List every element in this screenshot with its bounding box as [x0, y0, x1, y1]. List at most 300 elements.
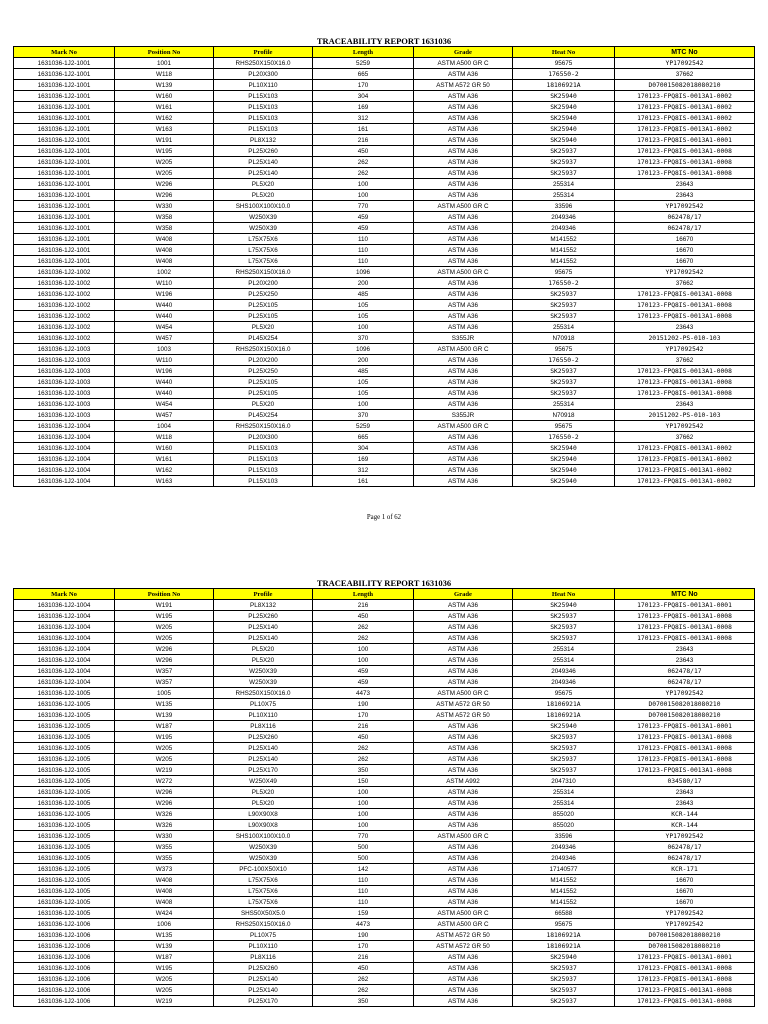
heat-no-cell: 18106921A: [513, 930, 615, 941]
profile-cell: SHS50X50X5.0: [214, 908, 313, 919]
table-row: [14, 212, 755, 223]
position-no-cell: W219: [115, 765, 214, 776]
mark-no-cell: 1631036-1J2-1004: [14, 432, 115, 443]
grade-cell: ASTM A500 GR C: [414, 919, 513, 930]
profile-cell: PL25X105: [214, 377, 313, 388]
position-no-cell: W457: [115, 333, 214, 344]
mark-no-cell: 1631036-1J2-1004: [14, 622, 115, 633]
heat-no-cell: 2049346: [513, 223, 615, 234]
mark-no-cell: 1631036-1J2-1005: [14, 875, 115, 886]
grade-cell: ASTM A36: [414, 809, 513, 820]
mtc-no-cell: 16670: [615, 234, 755, 245]
position-no-cell: W357: [115, 666, 214, 677]
grade-cell: ASTM A36: [414, 399, 513, 410]
heat-no-cell: SK25937: [513, 388, 615, 399]
mark-no-cell: 1631036-1J2-1005: [14, 787, 115, 798]
profile-cell: PL10X110: [214, 941, 313, 952]
heat-no-cell: 33596: [513, 831, 615, 842]
mark-no-cell: 1631036-1J2-1005: [14, 831, 115, 842]
table-row: [14, 410, 755, 421]
table-row: [14, 157, 755, 168]
mtc-no-cell: YP17092542: [615, 688, 755, 699]
profile-cell: PL25X260: [214, 732, 313, 743]
position-no-cell: W162: [115, 465, 214, 476]
position-no-cell: W408: [115, 256, 214, 267]
profile-cell: PL25X140: [214, 168, 313, 179]
table-row: [14, 996, 755, 1007]
heat-no-cell: N70918: [513, 333, 615, 344]
heat-no-cell: SK25937: [513, 622, 615, 633]
length-cell: 1096: [313, 267, 414, 278]
mark-no-cell: 1631036-1J2-1005: [14, 853, 115, 864]
profile-cell: L75X75X6: [214, 245, 313, 256]
table-row: [14, 820, 755, 831]
heat-no-cell: N70918: [513, 410, 615, 421]
heat-no-cell: SK25937: [513, 311, 615, 322]
position-no-cell: W205: [115, 633, 214, 644]
mark-no-cell: 1631036-1J2-1001: [14, 190, 115, 201]
position-no-cell: W110: [115, 355, 214, 366]
mtc-no-cell: 23643: [615, 399, 755, 410]
length-cell: 216: [313, 135, 414, 146]
profile-cell: PL15X103: [214, 443, 313, 454]
mark-no-cell: 1631036-1J2-1004: [14, 421, 115, 432]
grade-cell: S355JR: [414, 410, 513, 421]
profile-cell: W250X39: [214, 223, 313, 234]
mtc-no-cell: KCR-144: [615, 820, 755, 831]
mtc-no-cell: 170123-FPQ8IS-0013A1-0002: [615, 113, 755, 124]
heat-no-cell: SK25940: [513, 102, 615, 113]
grade-cell: ASTM A36: [414, 754, 513, 765]
position-no-cell: W454: [115, 399, 214, 410]
heat-no-cell: SK25940: [513, 113, 615, 124]
table-row: [14, 864, 755, 875]
heat-no-cell: 255314: [513, 798, 615, 809]
position-no-cell: W296: [115, 655, 214, 666]
heat-no-cell: 855020: [513, 809, 615, 820]
mtc-no-cell: 170123-FPQ8IS-0013A1-0008: [615, 732, 755, 743]
length-cell: 312: [313, 465, 414, 476]
profile-cell: SHS100X100X10.0: [214, 201, 313, 212]
heat-no-cell: SK25940: [513, 465, 615, 476]
mtc-no-cell: 170123-FPQ8IS-0013A1-0001: [615, 135, 755, 146]
length-cell: 142: [313, 864, 414, 875]
position-no-cell: W162: [115, 113, 214, 124]
grade-cell: ASTM A36: [414, 721, 513, 732]
profile-cell: PL25X140: [214, 157, 313, 168]
position-no-cell: W160: [115, 91, 214, 102]
mark-no-cell: 1631036-1J2-1001: [14, 69, 115, 80]
mtc-no-cell: 170123-FPQ8IS-0013A1-0002: [615, 91, 755, 102]
position-no-cell: W272: [115, 776, 214, 787]
heat-no-cell: 95675: [513, 58, 615, 69]
mtc-no-cell: 37662: [615, 355, 755, 366]
profile-cell: PL10X110: [214, 80, 313, 91]
column-header-mtc-no: MTC No: [615, 589, 755, 600]
heat-no-cell: SK25937: [513, 974, 615, 985]
mtc-no-cell: 170123-FPQ8IS-0013A1-0008: [615, 168, 755, 179]
grade-cell: ASTM A572 GR 50: [414, 699, 513, 710]
mtc-no-cell: KCR-171: [615, 864, 755, 875]
mark-no-cell: 1631036-1J2-1004: [14, 666, 115, 677]
mark-no-cell: 1631036-1J2-1004: [14, 677, 115, 688]
profile-cell: PL10X75: [214, 930, 313, 941]
table-row: [14, 644, 755, 655]
mark-no-cell: 1631036-1J2-1005: [14, 688, 115, 699]
heat-no-cell: 95675: [513, 344, 615, 355]
position-no-cell: W408: [115, 886, 214, 897]
position-no-cell: 1003: [115, 344, 214, 355]
mtc-no-cell: 37662: [615, 69, 755, 80]
position-no-cell: W358: [115, 223, 214, 234]
table-row: [14, 875, 755, 886]
profile-cell: PL20X300: [214, 69, 313, 80]
mtc-no-cell: D070015082018080210: [615, 80, 755, 91]
column-header-grade: Grade: [414, 47, 513, 58]
position-no-cell: W205: [115, 622, 214, 633]
mark-no-cell: 1631036-1J2-1006: [14, 985, 115, 996]
length-cell: 459: [313, 677, 414, 688]
table-row: [14, 710, 755, 721]
mark-no-cell: 1631036-1J2-1005: [14, 754, 115, 765]
position-no-cell: W195: [115, 732, 214, 743]
heat-no-cell: 2049346: [513, 853, 615, 864]
heat-no-cell: SK25937: [513, 743, 615, 754]
heat-no-cell: 66588: [513, 908, 615, 919]
profile-cell: W250X39: [214, 853, 313, 864]
table-row: [14, 267, 755, 278]
table-row: [14, 732, 755, 743]
position-no-cell: W196: [115, 289, 214, 300]
grade-cell: ASTM A36: [414, 454, 513, 465]
profile-cell: RHS250X150X16.0: [214, 421, 313, 432]
mark-no-cell: 1631036-1J2-1001: [14, 179, 115, 190]
grade-cell: ASTM A36: [414, 69, 513, 80]
grade-cell: ASTM A36: [414, 157, 513, 168]
mtc-no-cell: 20151202-PS-010-103: [615, 333, 755, 344]
length-cell: 262: [313, 157, 414, 168]
table-row: [14, 897, 755, 908]
mark-no-cell: 1631036-1J2-1001: [14, 58, 115, 69]
mark-no-cell: 1631036-1J2-1005: [14, 897, 115, 908]
table-row: [14, 311, 755, 322]
length-cell: 110: [313, 256, 414, 267]
length-cell: 170: [313, 941, 414, 952]
grade-cell: ASTM A36: [414, 212, 513, 223]
table-body: [14, 600, 755, 1007]
grade-cell: ASTM A36: [414, 443, 513, 454]
position-no-cell: W191: [115, 135, 214, 146]
table-row: [14, 146, 755, 157]
table-row: [14, 655, 755, 666]
grade-cell: ASTM A36: [414, 388, 513, 399]
table-row: [14, 179, 755, 190]
position-no-cell: W187: [115, 952, 214, 963]
mtc-no-cell: 170123-FPQ8IS-0013A1-0002: [615, 476, 755, 487]
profile-cell: PL5X20: [214, 179, 313, 190]
position-no-cell: 1002: [115, 267, 214, 278]
position-no-cell: 1006: [115, 919, 214, 930]
position-no-cell: W355: [115, 842, 214, 853]
mark-no-cell: 1631036-1J2-1002: [14, 300, 115, 311]
mark-no-cell: 1631036-1J2-1004: [14, 443, 115, 454]
mark-no-cell: 1631036-1J2-1004: [14, 611, 115, 622]
profile-cell: L75X75X6: [214, 875, 313, 886]
profile-cell: PFC-100X50X10: [214, 864, 313, 875]
mark-no-cell: 1631036-1J2-1003: [14, 399, 115, 410]
table-row: [14, 974, 755, 985]
heat-no-cell: 855020: [513, 820, 615, 831]
length-cell: 770: [313, 831, 414, 842]
heat-no-cell: 2049346: [513, 842, 615, 853]
mtc-no-cell: 170123-FPQ8IS-0013A1-0001: [615, 721, 755, 732]
heat-no-cell: 18106921A: [513, 80, 615, 91]
mark-no-cell: 1631036-1J2-1004: [14, 454, 115, 465]
grade-cell: ASTM A36: [414, 985, 513, 996]
column-header-mark-no: Mark No: [14, 47, 115, 58]
mtc-no-cell: 170123-FPQ8IS-0013A1-0008: [615, 146, 755, 157]
mtc-no-cell: 23643: [615, 322, 755, 333]
table-row: [14, 476, 755, 487]
length-cell: 110: [313, 897, 414, 908]
column-header-length: Length: [313, 47, 414, 58]
heat-no-cell: SK25937: [513, 996, 615, 1007]
position-no-cell: W330: [115, 831, 214, 842]
mtc-no-cell: 23643: [615, 190, 755, 201]
table-row: [14, 201, 755, 212]
heat-no-cell: SK25937: [513, 377, 615, 388]
length-cell: 216: [313, 600, 414, 611]
heat-no-cell: 255314: [513, 787, 615, 798]
length-cell: 350: [313, 765, 414, 776]
mark-no-cell: 1631036-1J2-1004: [14, 465, 115, 476]
heat-no-cell: 255314: [513, 655, 615, 666]
position-no-cell: 1001: [115, 58, 214, 69]
length-cell: 262: [313, 743, 414, 754]
mark-no-cell: 1631036-1J2-1001: [14, 135, 115, 146]
table-row: [14, 278, 755, 289]
heat-no-cell: 255314: [513, 644, 615, 655]
profile-cell: W250X39: [214, 666, 313, 677]
position-no-cell: W110: [115, 278, 214, 289]
table-row: [14, 355, 755, 366]
table-row: [14, 809, 755, 820]
length-cell: 216: [313, 952, 414, 963]
mark-no-cell: 1631036-1J2-1005: [14, 743, 115, 754]
heat-no-cell: SK25937: [513, 754, 615, 765]
length-cell: 200: [313, 355, 414, 366]
profile-cell: PL20X200: [214, 355, 313, 366]
grade-cell: ASTM A36: [414, 190, 513, 201]
profile-cell: RHS250X150X16.0: [214, 267, 313, 278]
table-row: [14, 721, 755, 732]
position-no-cell: W296: [115, 798, 214, 809]
heat-no-cell: 95675: [513, 919, 615, 930]
table-row: [14, 344, 755, 355]
length-cell: 100: [313, 190, 414, 201]
table-row: [14, 831, 755, 842]
length-cell: 169: [313, 102, 414, 113]
length-cell: 169: [313, 454, 414, 465]
position-no-cell: W454: [115, 322, 214, 333]
table-row: [14, 688, 755, 699]
position-no-cell: W160: [115, 443, 214, 454]
grade-cell: ASTM A36: [414, 377, 513, 388]
length-cell: 105: [313, 377, 414, 388]
length-cell: 4473: [313, 688, 414, 699]
heat-no-cell: SK25940: [513, 135, 615, 146]
mark-no-cell: 1631036-1J2-1001: [14, 168, 115, 179]
position-no-cell: 1004: [115, 421, 214, 432]
length-cell: 200: [313, 278, 414, 289]
grade-cell: ASTM A36: [414, 465, 513, 476]
profile-cell: PL15X103: [214, 454, 313, 465]
heat-no-cell: 176550-2: [513, 69, 615, 80]
position-no-cell: W195: [115, 146, 214, 157]
length-cell: 1096: [313, 344, 414, 355]
table-row: [14, 245, 755, 256]
profile-cell: W250X49: [214, 776, 313, 787]
length-cell: 262: [313, 974, 414, 985]
heat-no-cell: SK25940: [513, 91, 615, 102]
position-no-cell: W296: [115, 179, 214, 190]
grade-cell: ASTM A500 GR C: [414, 688, 513, 699]
profile-cell: W250X39: [214, 842, 313, 853]
mark-no-cell: 1631036-1J2-1004: [14, 655, 115, 666]
grade-cell: ASTM A992: [414, 776, 513, 787]
mark-no-cell: 1631036-1J2-1006: [14, 996, 115, 1007]
position-no-cell: W195: [115, 611, 214, 622]
position-no-cell: W205: [115, 168, 214, 179]
table-row: [14, 908, 755, 919]
heat-no-cell: 255314: [513, 190, 615, 201]
grade-cell: ASTM A500 GR C: [414, 267, 513, 278]
grade-cell: S355JR: [414, 333, 513, 344]
table-row: [14, 399, 755, 410]
mark-no-cell: 1631036-1J2-1004: [14, 644, 115, 655]
grade-cell: ASTM A36: [414, 765, 513, 776]
grade-cell: ASTM A36: [414, 245, 513, 256]
position-no-cell: W408: [115, 875, 214, 886]
position-no-cell: W424: [115, 908, 214, 919]
length-cell: 304: [313, 443, 414, 454]
length-cell: 161: [313, 124, 414, 135]
position-no-cell: W205: [115, 754, 214, 765]
heat-no-cell: SK25937: [513, 366, 615, 377]
length-cell: 500: [313, 842, 414, 853]
mtc-no-cell: 170123-FPQ8IS-0013A1-0008: [615, 157, 755, 168]
mark-no-cell: 1631036-1J2-1002: [14, 322, 115, 333]
length-cell: 190: [313, 699, 414, 710]
mark-no-cell: 1631036-1J2-1003: [14, 366, 115, 377]
mark-no-cell: 1631036-1J2-1002: [14, 333, 115, 344]
table-row: [14, 300, 755, 311]
heat-no-cell: 255314: [513, 399, 615, 410]
position-no-cell: W139: [115, 710, 214, 721]
position-no-cell: 1005: [115, 688, 214, 699]
profile-cell: L90X90X8: [214, 820, 313, 831]
length-cell: 159: [313, 908, 414, 919]
position-no-cell: W296: [115, 644, 214, 655]
mtc-no-cell: 170123-FPQ8IS-0013A1-0008: [615, 743, 755, 754]
position-no-cell: W205: [115, 743, 214, 754]
heat-no-cell: SK25937: [513, 633, 615, 644]
profile-cell: W250X39: [214, 677, 313, 688]
grade-cell: ASTM A36: [414, 655, 513, 666]
heat-no-cell: M141552: [513, 256, 615, 267]
mtc-no-cell: 170123-FPQ8IS-0013A1-0008: [615, 996, 755, 1007]
column-header-grade: Grade: [414, 589, 513, 600]
profile-cell: PL25X260: [214, 611, 313, 622]
table-row: [14, 190, 755, 201]
table-row: [14, 743, 755, 754]
mtc-no-cell: 23643: [615, 644, 755, 655]
mtc-no-cell: 062478/17: [615, 223, 755, 234]
profile-cell: PL25X250: [214, 366, 313, 377]
heat-no-cell: SK25937: [513, 611, 615, 622]
mark-no-cell: 1631036-1J2-1005: [14, 886, 115, 897]
mark-no-cell: 1631036-1J2-1001: [14, 157, 115, 168]
heat-no-cell: M141552: [513, 875, 615, 886]
mark-no-cell: 1631036-1J2-1003: [14, 388, 115, 399]
position-no-cell: W196: [115, 366, 214, 377]
mark-no-cell: 1631036-1J2-1003: [14, 355, 115, 366]
length-cell: 100: [313, 644, 414, 655]
heat-no-cell: M141552: [513, 245, 615, 256]
length-cell: 485: [313, 366, 414, 377]
grade-cell: ASTM A36: [414, 289, 513, 300]
grade-cell: ASTM A500 GR C: [414, 421, 513, 432]
length-cell: 4473: [313, 919, 414, 930]
table-row: [14, 102, 755, 113]
profile-cell: PL25X170: [214, 765, 313, 776]
grade-cell: ASTM A36: [414, 798, 513, 809]
grade-cell: ASTM A36: [414, 644, 513, 655]
heat-no-cell: 176550-2: [513, 355, 615, 366]
profile-cell: PL5X20: [214, 399, 313, 410]
length-cell: 190: [313, 930, 414, 941]
profile-cell: RHS250X150X16.0: [214, 919, 313, 930]
length-cell: 312: [313, 113, 414, 124]
position-no-cell: W408: [115, 234, 214, 245]
mtc-no-cell: D070015082018080210: [615, 699, 755, 710]
length-cell: 100: [313, 809, 414, 820]
mtc-no-cell: KCR-144: [615, 809, 755, 820]
table-row: [14, 168, 755, 179]
mark-no-cell: 1631036-1J2-1001: [14, 223, 115, 234]
profile-cell: PL25X140: [214, 633, 313, 644]
table-row: [14, 776, 755, 787]
mtc-no-cell: 062478/17: [615, 853, 755, 864]
mtc-no-cell: 062478/17: [615, 212, 755, 223]
length-cell: 262: [313, 622, 414, 633]
table-row: [14, 853, 755, 864]
heat-no-cell: 255314: [513, 322, 615, 333]
grade-cell: ASTM A36: [414, 864, 513, 875]
grade-cell: ASTM A36: [414, 256, 513, 267]
grade-cell: ASTM A36: [414, 322, 513, 333]
profile-cell: SHS100X100X10.0: [214, 831, 313, 842]
profile-cell: PL10X75: [214, 699, 313, 710]
position-no-cell: W187: [115, 721, 214, 732]
length-cell: 100: [313, 798, 414, 809]
heat-no-cell: 17140577: [513, 864, 615, 875]
grade-cell: ASTM A36: [414, 432, 513, 443]
grade-cell: ASTM A36: [414, 366, 513, 377]
mtc-no-cell: 23643: [615, 179, 755, 190]
mark-no-cell: 1631036-1J2-1001: [14, 245, 115, 256]
position-no-cell: W357: [115, 677, 214, 688]
